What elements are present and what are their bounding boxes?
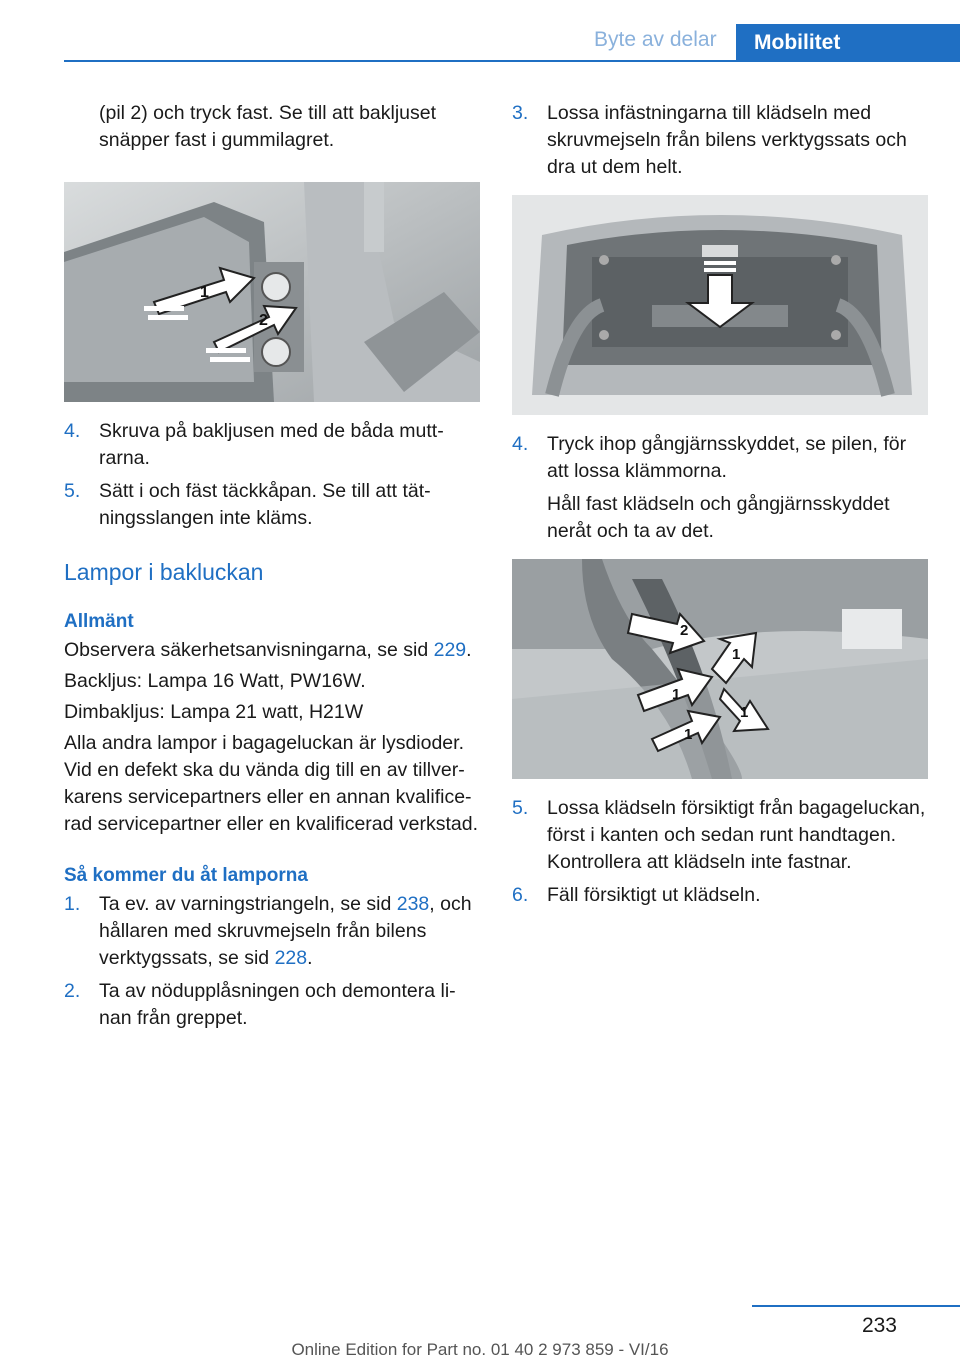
led-text: Alla andra lampor i bagageluckan är lysdioder. Vid en defekt ska du vända dig till en av tillverkarens servicepartners eller en annan kvalificerad servicepartner eller en kvalificerad verkstad. [64, 732, 479, 835]
fog-light-text: Dimbakljus: Lampa 21 watt, H21W [64, 701, 364, 723]
step-text: Sätt i och fäst täckkåpan. Se till att tätningsslangen inte kläms. [99, 480, 431, 529]
fig3-label-1b: 1 [672, 686, 681, 703]
arrows-layer [64, 182, 480, 402]
step-4-right [512, 431, 928, 485]
hold-trim-text: Håll fast klädseln och gångjärnsskyddet neråt och ta av det. [547, 493, 890, 542]
step-text: Fäll försiktigt ut klädseln. [547, 884, 761, 906]
arrow-2-icon [214, 306, 296, 352]
step-number: 5. [64, 480, 81, 502]
step-number: 4. [64, 420, 81, 442]
backlight-text: Backljus: Lampa 16 Watt, PW16W. [64, 670, 366, 692]
step-5-right [512, 795, 928, 876]
fig3-label-2: 2 [680, 622, 689, 639]
header-chapter-tab: Mobilitet [736, 24, 960, 62]
page-number: 233 [861, 1314, 897, 1337]
step-number: 3. [512, 102, 529, 124]
figure-trunk-lid-trim [512, 195, 928, 415]
fig3-label-1c: 1 [740, 704, 749, 721]
step-text: Skruva på bakljusen med de båda muttrarna. [99, 420, 444, 469]
fig3-label-1a: 1 [732, 646, 741, 663]
step-number: 6. [512, 884, 529, 906]
fig1-label-2: 2 [259, 312, 268, 329]
step-number: 4. [512, 433, 529, 455]
step-text: Lossa klädseln försiktigt från bagageluckan, först i kanten och sedan runt handtagen. Kontrollera att klädseln inte fastnar. [547, 797, 926, 873]
step-4 [64, 418, 480, 472]
subheading-general: Allmänt [64, 611, 134, 632]
figure-taillight-nuts [64, 182, 480, 402]
step-number: 1. [64, 893, 81, 915]
step-text: Ta av nödupplåsningen och demontera linan från greppet. [99, 980, 456, 1029]
arrows-layer-3 [512, 559, 928, 779]
step-3 [512, 100, 928, 181]
step-text: Lossa infästningarna till klädseln med skruvmejseln från bilens verktygssats och dra ut dem helt. [547, 102, 907, 178]
page-link-238[interactable]: 238 [396, 893, 430, 915]
trunk-lid-illustration [512, 195, 928, 415]
fig3-label-1d: 1 [684, 726, 693, 743]
figure-hinge-cover [512, 559, 928, 779]
step-number: 2. [64, 980, 81, 1002]
footer-rule [752, 1305, 960, 1307]
header-section-title: Byte av delar [594, 28, 717, 51]
page-link-228[interactable]: 228 [274, 947, 308, 969]
page-link-229[interactable]: 229 [433, 639, 467, 661]
section-title: Lampor i bakluckan [64, 559, 264, 585]
header-rule [64, 60, 960, 62]
step-2 [64, 978, 480, 1032]
edition-text: Online Edition for Part no. 01 40 2 973 859 - VI/16 [291, 1340, 669, 1359]
step-6-right [512, 882, 928, 909]
fig1-label-1: 1 [200, 284, 209, 301]
subheading-access: Så kommer du åt lamporna [64, 865, 308, 886]
observe-text: Observera säkerhetsanvisningarna, se sid 229. [64, 639, 472, 661]
right-column [512, 100, 928, 909]
left-column [64, 100, 480, 1032]
intro-text: (pil 2) och tryck fast. Se till att bakljuset snäpper fast i gummilagret. [99, 102, 437, 151]
arrow-2-icon [628, 614, 704, 653]
step-text: Tryck ihop gångjärnsskyddet, se pilen, för att lossa klämmorna. [547, 433, 907, 482]
step-5 [64, 478, 480, 532]
step-1: 1. Ta ev. av varningstriangeln, se sid 238, och hållaren med skruvmejseln från bilens verktygssats, se sid 228. [64, 893, 472, 969]
step-number: 5. [512, 797, 529, 819]
